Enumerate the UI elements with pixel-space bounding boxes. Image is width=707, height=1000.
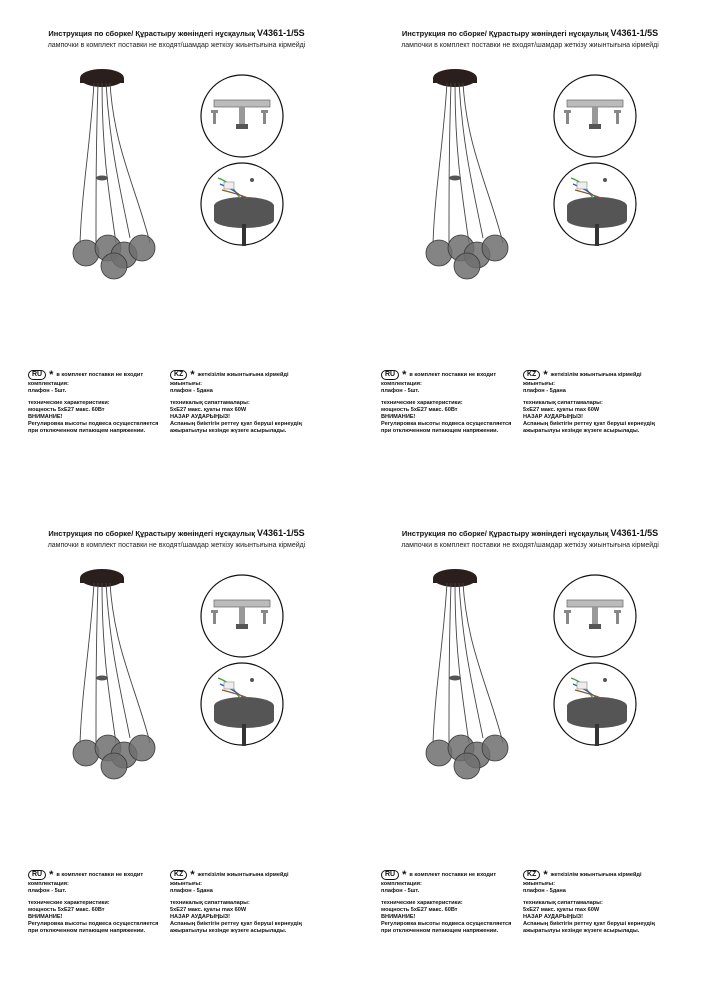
center-pin (239, 607, 245, 625)
drop-cable (595, 724, 599, 746)
model-number: V4361-1/5S (610, 528, 659, 538)
center-nut (236, 624, 248, 629)
model-number: V4361-1/5S (610, 28, 659, 38)
terminal-block (224, 182, 234, 189)
kit-label: жиынтығы: (170, 881, 203, 887)
warning-text: ажыратылуы кезінде жүзеге асырылады. (523, 428, 640, 434)
title-text: Инструкция по сборке/ Құрастыру жөніндегі нұсқаулық (401, 29, 609, 38)
pendant-lamp-illustration (60, 68, 180, 288)
spec-label: технические характеристики: (28, 900, 110, 906)
asterisk-icon: * (49, 868, 54, 881)
warning-text: при отключенном питающем напряжении. (381, 928, 499, 934)
kit-label: комплектация: (381, 381, 422, 387)
glass-shade (129, 235, 155, 261)
kit-label: жиынтығы: (523, 381, 556, 387)
kit-label: комплектация: (381, 881, 422, 887)
spec-value: мощность 5хЕ27 макс. 60Вт (381, 907, 458, 913)
center-nut (236, 124, 248, 129)
kit-value: плафон - 5дана (170, 388, 213, 394)
wired-canopy-detail (200, 162, 284, 246)
mounting-bar (567, 600, 623, 607)
lamp-cords (433, 583, 503, 743)
warning-label: НАЗАР АУДАРЫҢЫЗ! (523, 914, 584, 920)
warning-text: Регулировка высоты подвеса осуществляется (381, 921, 512, 927)
spec-label: техникалық сипаттамалары: (523, 400, 603, 406)
asterisk-icon: * (402, 868, 407, 881)
warning-label: ВНИМАНИЕ! (381, 414, 416, 420)
kit-value: плафон - 5дана (523, 388, 566, 394)
glass-shades (73, 235, 155, 279)
cord-clip (449, 676, 461, 681)
ground-screw (250, 178, 254, 182)
lamp-cords (80, 583, 150, 743)
ru-section (381, 370, 531, 435)
glass-shade (73, 740, 99, 766)
warning-text: Аспаның биіктігін реттеу қуат беруші кернеудің (523, 921, 655, 927)
mounting-bar (214, 600, 270, 607)
glass-shade (482, 735, 508, 761)
spec-value: мощность 5хЕ27 макс. 60Вт (28, 907, 105, 913)
pendant-lamp-illustration (413, 68, 533, 288)
model-number: V4361-1/5S (257, 28, 305, 38)
glass-shade (101, 253, 127, 279)
warning-text: при отключенном питающем напряжении. (28, 428, 146, 434)
sheet-subtitle: лампочки в комплект поставки не входят/шамдар жеткізу жиынтығына кірмейді (47, 542, 306, 549)
asterisk-icon: * (402, 368, 407, 381)
lamp-canopy-rim (80, 78, 124, 83)
ru-section (28, 870, 178, 935)
center-pin (239, 107, 245, 125)
ru-section (28, 370, 178, 435)
kit-label: жиынтығы: (170, 381, 203, 387)
not-included-note: в комплект поставки не входит (56, 871, 144, 878)
asterisk-icon: * (543, 368, 548, 381)
mounting-bar-detail (200, 74, 284, 158)
asterisk-icon: * (190, 868, 195, 881)
spec-value: 5хЕ27 макс. қуаты max 60W (170, 407, 247, 413)
warning-label: ВНИМАНИЕ! (28, 914, 63, 920)
not-included-note: жеткізілім жиынтығына кірмейді (197, 871, 289, 878)
pendant-lamp-illustration (413, 568, 533, 788)
cord-clip (96, 176, 108, 181)
glass-shade (454, 253, 480, 279)
warning-text: Регулировка высоты подвеса осуществляется (381, 421, 512, 427)
ground-screw (250, 678, 254, 682)
terminal-block (577, 682, 587, 689)
ground-screw (603, 678, 607, 682)
ru-badge: RU (381, 370, 399, 380)
not-included-note: в комплект поставки не входит (409, 371, 497, 378)
pendant-lamp-illustration (60, 568, 180, 788)
kit-value: плафон - 5дана (170, 888, 213, 894)
cord-clip (449, 176, 461, 181)
wired-canopy-detail (200, 662, 284, 746)
lamp-cords (80, 83, 150, 243)
terminal-block (577, 182, 587, 189)
warning-text: ажыратылуы кезінде жүзеге асырылады. (523, 928, 640, 934)
warning-label: НАЗАР АУДАРЫҢЫЗ! (170, 414, 231, 420)
warning-label: НАЗАР АУДАРЫҢЫЗ! (170, 914, 231, 920)
terminal-block (224, 682, 234, 689)
warning-text: Аспаның биіктігін реттеу қуат беруші кернеудің (170, 421, 302, 427)
not-included-note: жеткізілім жиынтығына кірмейді (550, 871, 642, 878)
glass-shades (426, 235, 508, 279)
sheet-title (0, 528, 353, 538)
glass-shade (73, 240, 99, 266)
wired-canopy-detail (553, 662, 637, 746)
spec-label: технические характеристики: (381, 400, 463, 406)
instruction-sheet (353, 0, 707, 500)
spec-value: мощность 5хЕ27 макс. 60Вт (381, 407, 458, 413)
not-included-note: жеткізілім жиынтығына кірмейді (550, 371, 642, 378)
center-nut (589, 124, 601, 129)
sheet-title (353, 528, 707, 538)
ru-section (381, 870, 531, 935)
warning-label: НАЗАР АУДАРЫҢЫЗ! (523, 414, 584, 420)
spec-label: техникалық сипаттамалары: (170, 400, 250, 406)
asterisk-icon: * (543, 868, 548, 881)
kz-section (523, 370, 673, 435)
kit-value: плафон - 5шт. (381, 888, 420, 894)
kz-section (170, 370, 320, 435)
sheet-subtitle: лампочки в комплект поставки не входят/шамдар жеткізу жиынтығына кірмейді (47, 42, 306, 49)
kz-badge: KZ (170, 870, 187, 880)
kz-badge: KZ (523, 870, 540, 880)
kit-value: плафон - 5дана (523, 888, 566, 894)
center-pin (592, 607, 598, 625)
instruction-sheet (0, 500, 353, 1000)
lamp-cords (433, 83, 503, 243)
glass-shade (426, 740, 452, 766)
kz-badge: KZ (523, 370, 540, 380)
kit-value: плафон - 5шт. (28, 388, 67, 394)
kit-value: плафон - 5шт. (28, 888, 67, 894)
warning-text: Регулировка высоты подвеса осуществляется (28, 921, 159, 927)
title-text: Инструкция по сборке/ Құрастыру жөніндегі нұсқаулық (401, 529, 609, 538)
kit-label: комплектация: (28, 881, 69, 887)
not-included-note: в комплект поставки не входит (56, 371, 144, 378)
warning-text: при отключенном питающем напряжении. (28, 928, 146, 934)
lamp-canopy-rim (433, 578, 477, 583)
spec-value: 5хЕ27 макс. қуаты max 60W (523, 907, 600, 913)
instruction-sheet (353, 500, 707, 1000)
warning-text: Аспаның биіктігін реттеу қуат беруші кернеудің (170, 921, 302, 927)
spec-value: 5хЕ27 макс. қуаты max 60W (170, 907, 247, 913)
glass-shade (482, 235, 508, 261)
kit-value: плафон - 5шт. (381, 388, 420, 394)
kz-section (170, 870, 320, 935)
kz-badge: KZ (170, 370, 187, 380)
asterisk-icon: * (49, 368, 54, 381)
spec-value: 5хЕ27 макс. қуаты max 60W (523, 407, 600, 413)
sheet-subtitle: лампочки в комплект поставки не входят/шамдар жеткізу жиынтығына кірмейді (401, 542, 659, 549)
spec-label: техникалық сипаттамалары: (523, 900, 603, 906)
wired-canopy-detail (553, 162, 637, 246)
sheet-title (353, 28, 707, 38)
not-included-note: в комплект поставки не входит (409, 871, 497, 878)
ru-badge: RU (28, 870, 46, 880)
cord-clip (96, 676, 108, 681)
spec-value: мощность 5хЕ27 макс. 60Вт (28, 407, 105, 413)
mounting-bar-detail (200, 574, 284, 658)
center-pin (592, 107, 598, 125)
sheet-title (0, 28, 353, 38)
mounting-bar (567, 100, 623, 107)
glass-shade (101, 753, 127, 779)
not-included-note: жеткізілім жиынтығына кірмейді (197, 371, 289, 378)
glass-shades (426, 735, 508, 779)
warning-text: ажыратылуы кезінде жүзеге асырылады. (170, 428, 287, 434)
mounting-bar (214, 100, 270, 107)
ru-badge: RU (28, 370, 46, 380)
instruction-sheet (0, 0, 353, 500)
warning-label: ВНИМАНИЕ! (28, 414, 63, 420)
glass-shade (129, 735, 155, 761)
spec-label: техникалық сипаттамалары: (170, 900, 250, 906)
kit-label: жиынтығы: (523, 881, 556, 887)
ground-screw (603, 178, 607, 182)
center-nut (589, 624, 601, 629)
lamp-canopy-rim (80, 578, 124, 583)
warning-text: Регулировка высоты подвеса осуществляется (28, 421, 159, 427)
warning-text: при отключенном питающем напряжении. (381, 428, 499, 434)
glass-shade (426, 240, 452, 266)
mounting-bar-detail (553, 74, 637, 158)
glass-shades (73, 735, 155, 779)
drop-cable (595, 224, 599, 246)
spec-label: технические характеристики: (381, 900, 463, 906)
ru-badge: RU (381, 870, 399, 880)
drop-cable (242, 724, 246, 746)
title-text: Инструкция по сборке/ Құрастыру жөніндегі нұсқаулық (48, 29, 255, 38)
asterisk-icon: * (190, 368, 195, 381)
warning-label: ВНИМАНИЕ! (381, 914, 416, 920)
mounting-bar-detail (553, 574, 637, 658)
sheet-subtitle: лампочки в комплект поставки не входят/шамдар жеткізу жиынтығына кірмейді (401, 42, 659, 49)
spec-label: технические характеристики: (28, 400, 110, 406)
glass-shade (454, 753, 480, 779)
model-number: V4361-1/5S (257, 528, 305, 538)
lamp-canopy-rim (433, 78, 477, 83)
kit-label: комплектация: (28, 381, 69, 387)
title-text: Инструкция по сборке/ Құрастыру жөніндегі нұсқаулық (48, 529, 255, 538)
warning-text: ажыратылуы кезінде жүзеге асырылады. (170, 928, 287, 934)
drop-cable (242, 224, 246, 246)
warning-text: Аспаның биіктігін реттеу қуат беруші кернеудің (523, 421, 655, 427)
kz-section (523, 870, 673, 935)
